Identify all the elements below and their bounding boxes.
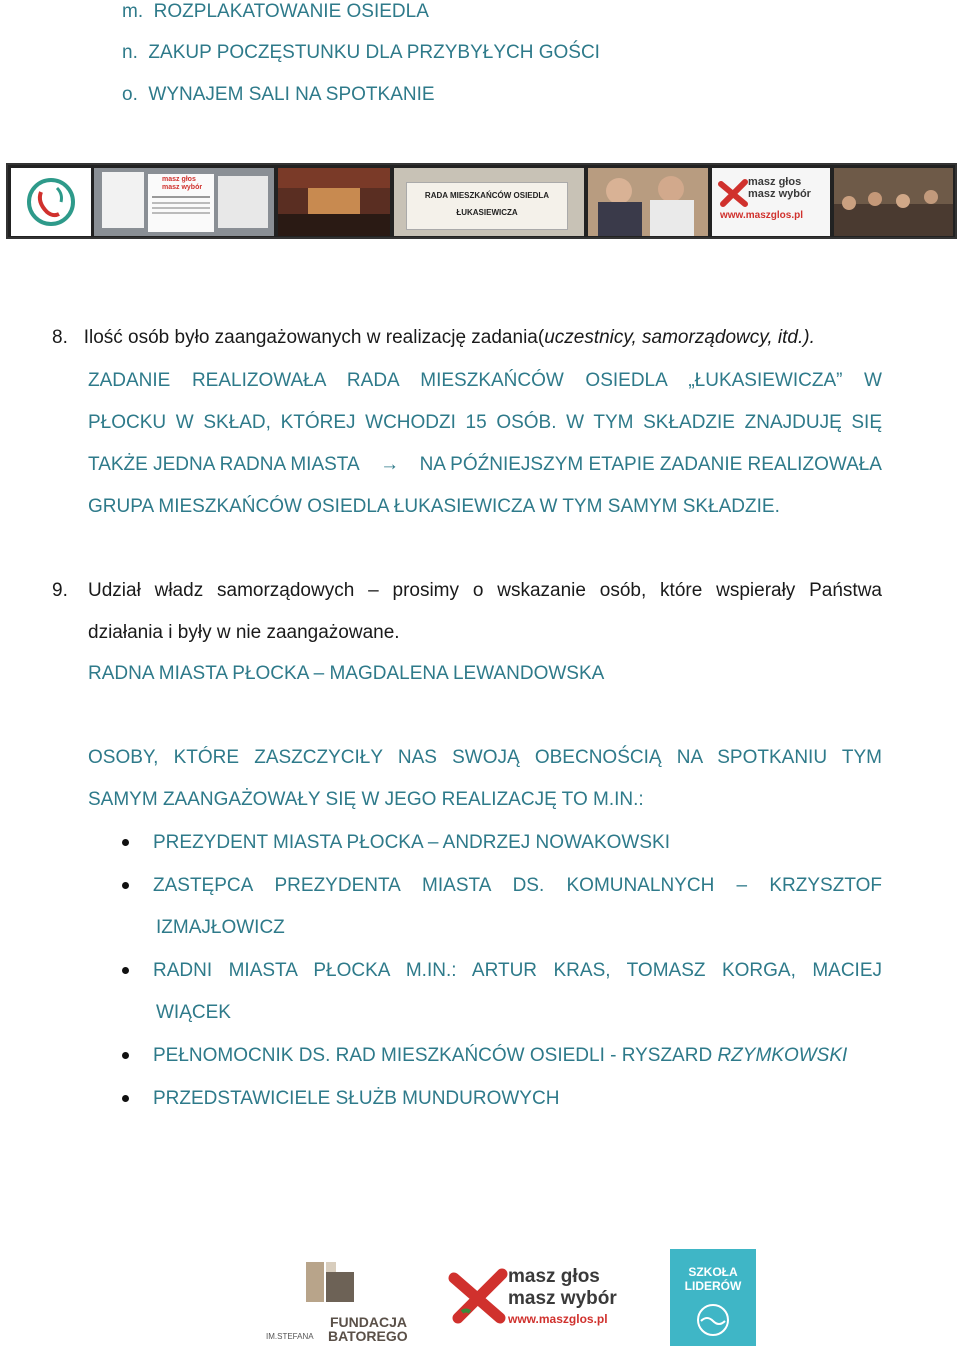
answer-8-line-3: [88, 453, 882, 477]
question-9: [52, 579, 882, 603]
list-text: ZAKUP POCZĘSTUNKU DLA PRZYBYŁYCH GOŚCI: [148, 42, 600, 63]
mgmw-line2: masz wybór: [508, 1288, 617, 1309]
mgmw-url: www.maszglos.pl: [508, 1312, 608, 1326]
phone-logo-image: [11, 168, 91, 236]
bullet-dot: [122, 839, 129, 846]
bullet-dot: [122, 1052, 129, 1059]
sign-subtitle: ŁUKASIEWICZA: [456, 208, 518, 217]
bullet-item-2: ZASTĘPCA PREZYDENTA MIASTA DS. KOMUNALNYCH – KRZYSZTOF: [153, 875, 882, 896]
bullet-item-1: PREZYDENT MIASTA PŁOCKA – ANDRZEJ NOWAKOWSKI: [153, 832, 670, 853]
szkola-line1: SZKOŁA: [688, 1265, 738, 1279]
list-item-o: [122, 83, 435, 107]
list-item-m: [122, 0, 429, 24]
szkola-liderow-logo: [670, 1249, 756, 1346]
question-text: Ilość osób było zaangażowanych w realizację zadania(: [83, 327, 545, 348]
arrow-icon: →: [380, 454, 400, 475]
bullet-item-4-italic: RZYMKOWSKI: [717, 1045, 848, 1066]
fundacja-batorego-logo: [262, 1258, 408, 1348]
bullet-dot: [122, 967, 129, 974]
bullet-item-3: RADNI MIASTA PŁOCKA M.IN.: ARTUR KRAS, TOMASZ KORGA, MACIEJ: [153, 960, 882, 981]
question-number: 8.: [52, 327, 68, 348]
phone-icon: [11, 168, 91, 236]
guests-line-2: SAMYM ZAANGAŻOWAŁY SIĘ W JEGO REALIZACJĘ TO M.IN.:: [88, 789, 644, 810]
answer-8-line-1: ZADANIE REALIZOWAŁA RADA MIESZKAŃCÓW OSIEDLA „ŁUKASIEWICZA” W: [88, 370, 882, 391]
bullet-dot: [122, 1095, 129, 1102]
council-sign-photo: [394, 168, 584, 236]
list-marker: o.: [122, 84, 138, 105]
guests-line-1: OSOBY, KTÓRE ZASZCZYCIŁY NAS SWOJĄ OBECNOŚCIĄ NA SPOTKANIU TYM: [88, 747, 882, 768]
fundacja-line1: FUNDACJA: [330, 1314, 407, 1330]
bullet-dot: [122, 882, 129, 889]
list-text: WYNAJEM SALI NA SPOTKANIE: [148, 84, 435, 105]
answer-8-line-2: PŁOCKU W SKŁAD, KTÓREJ WCHODZI 15 OSÓB. W TYM SKŁADZIE ZNAJDUJĘ SIĘ: [88, 412, 882, 433]
list-text: ROZPLAKATOWANIE OSIEDLA: [153, 1, 429, 22]
poster-photo: [94, 168, 274, 236]
list-marker: n.: [122, 42, 138, 63]
question-number: 9.: [52, 580, 68, 601]
szkola-line2: LIDERÓW: [684, 1279, 742, 1293]
brand-line2: masz wybór: [748, 188, 811, 200]
ballot-x-icon: [718, 178, 748, 208]
bullet-item-4: [153, 1044, 847, 1068]
list-marker: m.: [122, 1, 144, 22]
question-8: [52, 326, 815, 350]
fundacja-line2: BATOREGO: [328, 1328, 408, 1344]
meeting-people-photo: [588, 168, 708, 236]
handshake-icon: [693, 1303, 733, 1337]
bullet-item-2-cont: IZMAJŁOWICZ: [156, 917, 285, 938]
brand-url: www.maszglos.pl: [720, 210, 803, 221]
answer-8-line-4: GRUPA MIESZKAŃCÓW OSIEDLA ŁUKASIEWICZA W TYM SAMYM SKŁADZIE.: [88, 496, 780, 517]
poster-title: masz głos masz wybór: [162, 176, 203, 191]
answer-8-line-3b: NA PÓŹNIEJSZYM ETAPIE ZADANIE REALIZOWAŁA: [419, 454, 882, 475]
maszglos-brand-tile: [712, 168, 830, 236]
ballot-x-icon: [448, 1266, 508, 1326]
sign-title: RADA MIESZKAŃCÓW OSIEDLA: [424, 191, 550, 200]
masz-glos-logo: [448, 1262, 618, 1342]
fundacja-small-text: IM.STEFANA: [266, 1332, 314, 1341]
bullet-item-4-text: PEŁNOMOCNIK DS. RAD MIESZKAŃCÓW OSIEDLI - RYSZARD: [153, 1045, 718, 1066]
question-text: Udział władz samorządowych – prosimy o wskazanie osób, które wspierały Państwa: [88, 580, 882, 601]
fundacja-emblem-icon: [302, 1258, 358, 1308]
photo-strip: [6, 163, 957, 239]
audience-photo: [834, 168, 953, 236]
list-item-n: [122, 41, 600, 65]
question-9-line-2: działania i były w nie zaangażowane.: [88, 622, 400, 643]
hall-photo: [278, 168, 390, 236]
bullet-item-3-cont: WIĄCEK: [156, 1002, 231, 1023]
question-italic: uczestnicy, samorządowcy, itd.).: [544, 327, 815, 348]
bullet-item-5: PRZEDSTAWICIELE SŁUŻB MUNDUROWYCH: [153, 1088, 560, 1109]
answer-9: RADNA MIASTA PŁOCKA – MAGDALENA LEWANDOWSKA: [88, 663, 605, 684]
answer-8-line-3a: TAKŻE JEDNA RADNA MIASTA: [88, 454, 360, 475]
mgmw-line1: masz głos: [508, 1266, 600, 1287]
brand-line1: masz głos: [748, 176, 802, 188]
